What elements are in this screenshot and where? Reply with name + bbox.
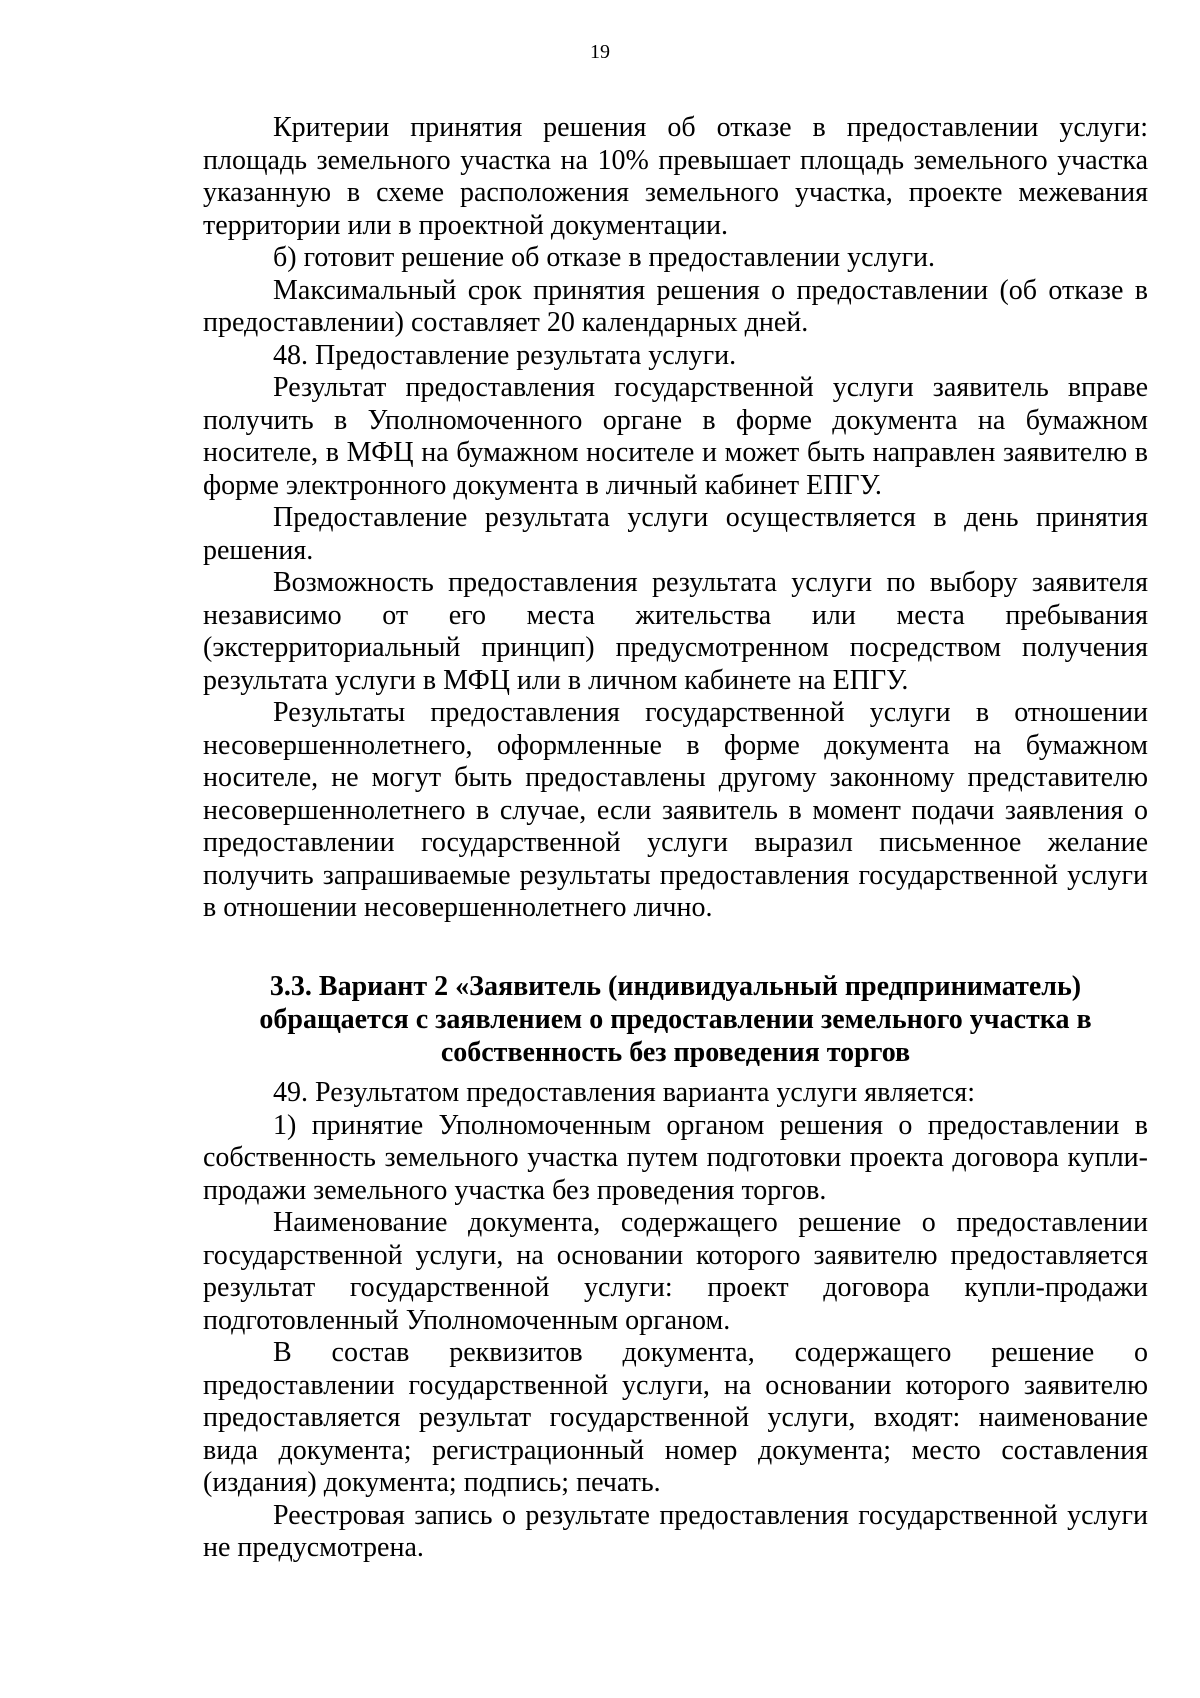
paragraph-document-requisites: В состав реквизитов документа, содержащего решение о предоставлении государственной услуги, на основании которого заявителю предоставляется результат государственной услуги, входят: наименование вида документа; регистрационный номер документа; место составления (издания) документа; подпись; печать. xyxy=(203,1337,1148,1498)
paragraph-result-same-day: Предоставление результата услуги осуществляется в день принятия решения. xyxy=(203,502,1148,566)
paragraph-extraterritorial: Возможность предоставления результата услуги по выбору заявителя независимо от его места жительства или места пребывания (экстерриториальный принцип) предусмотренном посредством получения результата услуги в МФЦ или в личном кабинете на ЕПГУ. xyxy=(203,567,1148,696)
paragraph-subitem-1: 1) принятие Уполномоченным органом решения о предоставлении в собственность земельного участка путем подготовки проекта договора купли-продажи земельного участка без проведения торгов. xyxy=(203,1109,1148,1206)
body-text-top xyxy=(203,112,1148,925)
section-heading-3-3: 3.3. Вариант 2 «Заявитель (индивидуальный предприниматель) обращается с заявлением о предоставлении земельного участка в собственность без проведения торгов xyxy=(259,971,1092,1068)
paragraph-minor-results: Результаты предоставления государственной услуги в отношении несовершеннолетнего, оформленные в форме документа на бумажном носителе, не могут быть предоставлены другому законному представителю несовершеннолетнего в случае, если заявитель в момент подачи заявления о предоставлении государственной услуги выразил письменное желание получить запрашиваемые результаты предоставления государственной услуги в отношении несовершеннолетнего лично. xyxy=(203,697,1148,923)
paragraph-result-delivery: Результат предоставления государственной услуги заявитель вправе получить в Уполномоченного органе в форме документа на бумажном носителе, в МФЦ на бумажном носителе и может быть направлен заявителю в форме электронного документа в личный кабинет ЕПГУ. xyxy=(203,372,1148,501)
paragraph-registry-record: Реестровая запись о результате предоставления государственной услуги не предусмотрена. xyxy=(203,1499,1148,1563)
paragraph-item-49: 49. Результатом предоставления варианта услуги является: xyxy=(273,1077,975,1108)
paragraph-rejection-criteria: Критерии принятия решения об отказе в предоставлении услуги: площадь земельного участка на 10% превышает площадь земельного участка указанную в схеме расположения земельного участка, проекте межевания территории или в проектной документации. xyxy=(203,112,1148,241)
paragraph-item-48: 48. Предоставление результата услуги. xyxy=(273,339,737,371)
page-number: 19 xyxy=(590,41,610,63)
body-text-bottom xyxy=(203,1077,1148,1565)
paragraph-prepare-refusal: б) готовит решение об отказе в предоставлении услуги. xyxy=(273,242,936,273)
paragraph-document-name: Наименование документа, содержащего решение о предоставлении государственной услуги, на основании которого заявителю предоставляется результат государственной услуги: проект договора купли-продажи подготовленный Уполномоченным органом. xyxy=(203,1207,1148,1336)
paragraph-max-decision-term: Максимальный срок принятия решения о предоставлении (об отказе в предоставлении) составляет 20 календарных дней. xyxy=(203,274,1148,338)
